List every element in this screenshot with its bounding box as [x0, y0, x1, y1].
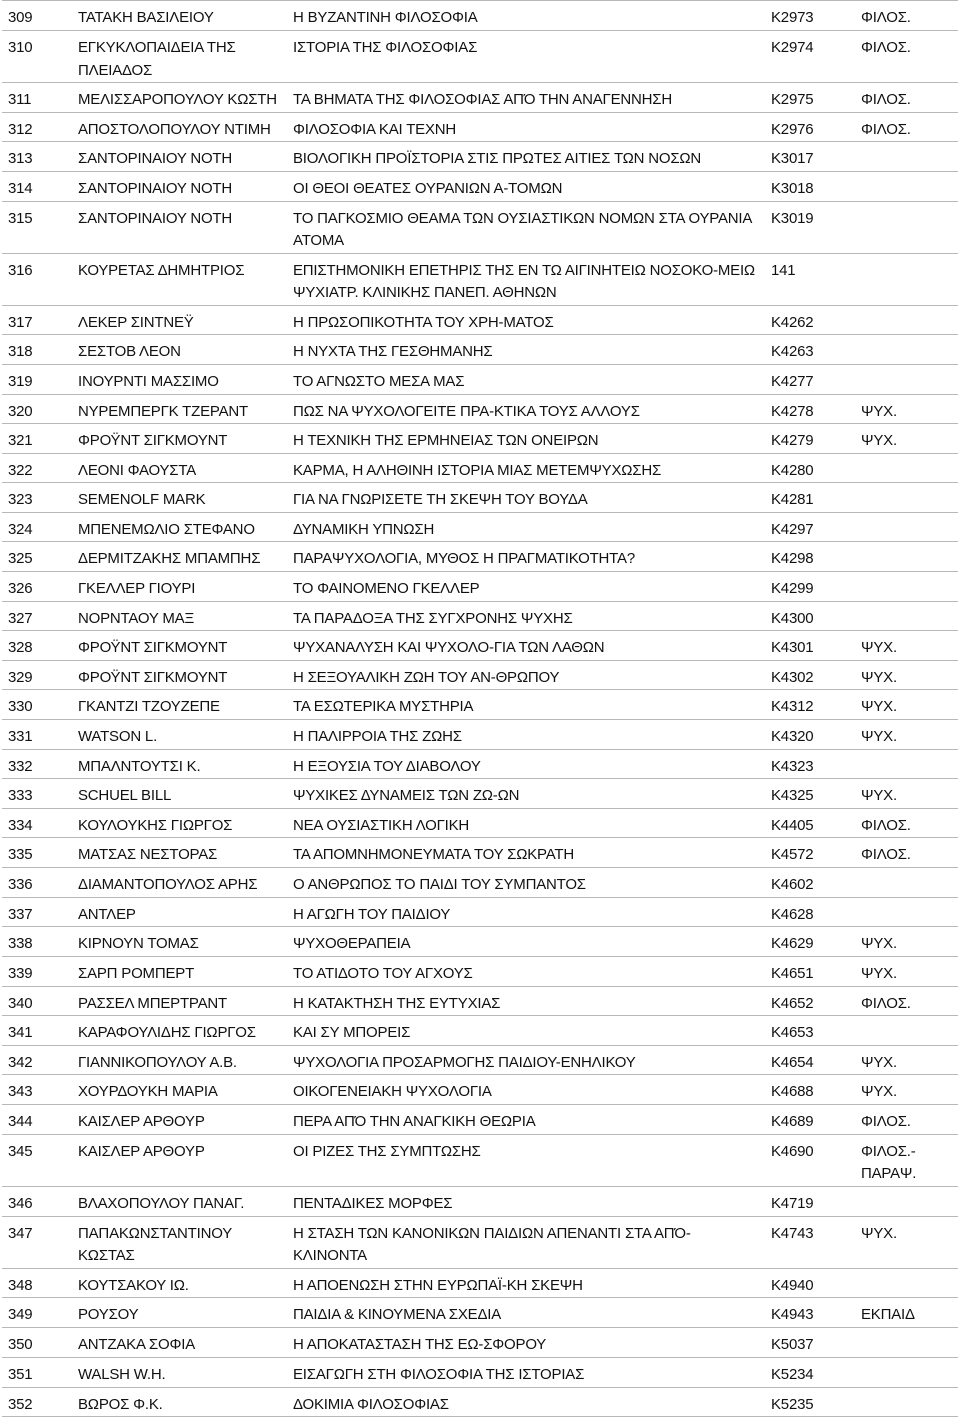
category-cell: [855, 868, 958, 898]
category-cell: [855, 512, 958, 542]
table-row: [2, 1, 958, 31]
author-cell: ΓΚΑΝΤΖΙ ΤΖΟΥΖΕΠΕ: [72, 690, 287, 720]
row-number: 322: [2, 453, 72, 483]
title-cell: Η ΑΠΟΚΑΤΑΣΤΑΣΗ ΤΗΣ ΕΩ-ΣΦΟΡΟΥ: [287, 1328, 765, 1358]
author-cell: ΜΕΛΙΣΣΑΡΟΠΟΥΛΟΥ ΚΩΣΤΗ: [72, 83, 287, 113]
category-cell: ΦΙΛΟΣ.: [855, 31, 958, 83]
title-cell: ΤΟ ΑΤΙΔΟΤΟ ΤΟΥ ΑΓΧΟΥΣ: [287, 956, 765, 986]
code-cell: 141: [765, 253, 855, 305]
code-cell: Κ4325: [765, 779, 855, 809]
row-number: 334: [2, 808, 72, 838]
row-number: 342: [2, 1045, 72, 1075]
table-row: [2, 201, 958, 253]
title-cell: Η ΚΑΤΑΚΤΗΣΗ ΤΗΣ ΕΥΤΥΧΙΑΣ: [287, 986, 765, 1016]
table-row: [2, 601, 958, 631]
title-cell: ΠΩΣ ΝΑ ΨΥΧΟΛΟΓΕΙΤΕ ΠΡΑ-ΚΤΙΚΑ ΤΟΥΣ ΑΛΛΟΥΣ: [287, 394, 765, 424]
table-row: [2, 927, 958, 957]
title-cell: ΕΙΣΑΓΩΓΗ ΣΤΗ ΦΙΛΟΣΟΦΙΑ ΤΗΣ ΙΣΤΟΡΙΑΣ: [287, 1357, 765, 1387]
row-number: 336: [2, 868, 72, 898]
category-cell: ΦΙΛΟΣ.: [855, 83, 958, 113]
code-cell: Κ4277: [765, 364, 855, 394]
code-cell: Κ2976: [765, 112, 855, 142]
author-cell: ΚΑΡΑΦΟΥΛΙΔΗΣ ΓΙΩΡΓΟΣ: [72, 1016, 287, 1046]
author-cell: ΔΕΡΜΙΤΖΑΚΗΣ ΜΠΑΜΠΗΣ: [72, 542, 287, 572]
table-row: [2, 660, 958, 690]
author-cell: ΓΚΕΛΛΕΡ ΓΙΟΥΡΙ: [72, 571, 287, 601]
author-cell: ΣΑΡΠ ΡΟΜΠΕΡΤ: [72, 956, 287, 986]
table-row: [2, 1016, 958, 1046]
row-number: 311: [2, 83, 72, 113]
row-number: 329: [2, 660, 72, 690]
author-cell: ΝΥΡΕΜΠΕΡΓΚ ΤΖΕΡΑΝΤ: [72, 394, 287, 424]
author-cell: ΚΑΙΣΛΕΡ ΑΡΘΟΥΡ: [72, 1105, 287, 1135]
author-cell: ΚΙΡΝΟΥΝ ΤΟΜΑΣ: [72, 927, 287, 957]
title-cell: Η ΠΑΛΙΡΡΟΙΑ ΤΗΣ ΖΩΗΣ: [287, 720, 765, 750]
table-row: [2, 253, 958, 305]
author-cell: ΠΑΠΑΚΩΝΣΤΑΝΤΙΝΟΥ ΚΩΣΤΑΣ: [72, 1216, 287, 1268]
row-number: 349: [2, 1298, 72, 1328]
category-cell: [855, 1268, 958, 1298]
table-row: [2, 956, 958, 986]
code-cell: Κ4743: [765, 1216, 855, 1268]
table-row: [2, 1357, 958, 1387]
code-cell: Κ4629: [765, 927, 855, 957]
category-cell: ΨΥΧ.: [855, 1075, 958, 1105]
table-row: [2, 571, 958, 601]
table-row: [2, 1216, 958, 1268]
category-cell: [855, 142, 958, 172]
table-row: [2, 31, 958, 83]
category-cell: [855, 571, 958, 601]
category-cell: ΨΥΧ.: [855, 631, 958, 661]
code-cell: Κ4943: [765, 1298, 855, 1328]
code-cell: Κ4302: [765, 660, 855, 690]
author-cell: ΚΟΥΡΕΤΑΣ ΔΗΜΗΤΡΙΟΣ: [72, 253, 287, 305]
table-row: [2, 1328, 958, 1358]
row-number: 346: [2, 1186, 72, 1216]
table-row: [2, 1387, 958, 1417]
author-cell: ΦΡΟΫΝΤ ΣΙΓΚΜΟΥΝΤ: [72, 631, 287, 661]
table-row: [2, 986, 958, 1016]
catalog-body: [2, 1, 958, 1417]
title-cell: Η ΑΓΩΓΗ ΤΟΥ ΠΑΙΔΙΟΥ: [287, 897, 765, 927]
code-cell: Κ4940: [765, 1268, 855, 1298]
author-cell: ΣΑΝΤΟΡΙΝΑΙΟΥ ΝΟΤΗ: [72, 172, 287, 202]
row-number: 320: [2, 394, 72, 424]
row-number: 310: [2, 31, 72, 83]
author-cell: ΒΩΡΟΣ Φ.Κ.: [72, 1387, 287, 1417]
table-row: [2, 897, 958, 927]
row-number: 335: [2, 838, 72, 868]
table-row: [2, 1186, 958, 1216]
row-number: 314: [2, 172, 72, 202]
code-cell: Κ4653: [765, 1016, 855, 1046]
row-number: 339: [2, 956, 72, 986]
title-cell: ΟΙ ΡΙΖΕΣ ΤΗΣ ΣΥΜΠΤΩΣΗΣ: [287, 1134, 765, 1186]
code-cell: Κ4572: [765, 838, 855, 868]
table-row: [2, 394, 958, 424]
author-cell: ΜΑΤΣΑΣ ΝΕΣΤΟΡΑΣ: [72, 838, 287, 868]
title-cell: ΙΣΤΟΡΙΑ ΤΗΣ ΦΙΛΟΣΟΦΙΑΣ: [287, 31, 765, 83]
table-row: [2, 453, 958, 483]
code-cell: Κ4690: [765, 1134, 855, 1186]
code-cell: Κ4323: [765, 749, 855, 779]
table-row: [2, 542, 958, 572]
table-row: [2, 142, 958, 172]
code-cell: Κ4301: [765, 631, 855, 661]
category-cell: [855, 483, 958, 513]
code-cell: Κ3018: [765, 172, 855, 202]
row-number: 352: [2, 1387, 72, 1417]
category-cell: ΕΚΠΑΙΔ: [855, 1298, 958, 1328]
category-cell: [855, 1357, 958, 1387]
author-cell: ΕΓΚΥΚΛΟΠΑΙΔΕΙΑ ΤΗΣ ΠΛΕΙΑΔΟΣ: [72, 31, 287, 83]
table-row: [2, 424, 958, 454]
table-row: [2, 1268, 958, 1298]
row-number: 338: [2, 927, 72, 957]
title-cell: ΤΟ ΦΑΙΝΟΜΕΝΟ ΓΚΕΛΛΕΡ: [287, 571, 765, 601]
author-cell: SCHUEL BILL: [72, 779, 287, 809]
code-cell: Κ4312: [765, 690, 855, 720]
row-number: 313: [2, 142, 72, 172]
row-number: 321: [2, 424, 72, 454]
title-cell: Η ΝΥΧΤΑ ΤΗΣ ΓΕΣΘΗΜΑΝΗΣ: [287, 335, 765, 365]
row-number: 326: [2, 571, 72, 601]
row-number: 350: [2, 1328, 72, 1358]
code-cell: Κ4688: [765, 1075, 855, 1105]
title-cell: ΚΑΙ ΣΥ ΜΠΟΡΕΙΣ: [287, 1016, 765, 1046]
author-cell: ΒΛΑΧΟΠΟΥΛΟΥ ΠΑΝΑΓ.: [72, 1186, 287, 1216]
code-cell: Κ5235: [765, 1387, 855, 1417]
title-cell: ΠΑΡΑΨΥΧΟΛΟΓΙΑ, ΜΥΘΟΣ Η ΠΡΑΓΜΑΤΙΚΟΤΗΤΑ?: [287, 542, 765, 572]
category-cell: ΦΙΛΟΣ.: [855, 838, 958, 868]
table-row: [2, 1075, 958, 1105]
code-cell: Κ3019: [765, 201, 855, 253]
title-cell: ΤΑ ΑΠΟΜΝΗΜΟΝΕΥΜΑΤΑ ΤΟΥ ΣΩΚΡΑΤΗ: [287, 838, 765, 868]
table-row: [2, 779, 958, 809]
code-cell: Κ4263: [765, 335, 855, 365]
category-cell: ΦΙΛΟΣ.: [855, 808, 958, 838]
category-cell: ΨΥΧ.: [855, 1216, 958, 1268]
table-row: [2, 690, 958, 720]
row-number: 345: [2, 1134, 72, 1186]
title-cell: ΤΑ ΒΗΜΑΤΑ ΤΗΣ ΦΙΛΟΣΟΦΙΑΣ ΑΠΌ ΤΗΝ ΑΝΑΓΕΝΝΗΣΗ: [287, 83, 765, 113]
title-cell: Η ΤΕΧΝΙΚΗ ΤΗΣ ΕΡΜΗΝΕΙΑΣ ΤΩΝ ΟΝΕΙΡΩΝ: [287, 424, 765, 454]
code-cell: Κ5234: [765, 1357, 855, 1387]
title-cell: ΠΑΙΔΙΑ & ΚΙΝΟΥΜΕΝΑ ΣΧΕΔΙΑ: [287, 1298, 765, 1328]
row-number: 341: [2, 1016, 72, 1046]
title-cell: ΒΙΟΛΟΓΙΚΗ ΠΡΟΪΣΤΟΡΙΑ ΣΤΙΣ ΠΡΩΤΕΣ ΑΙΤΙΕΣ ΤΩΝ ΝΟΣΩΝ: [287, 142, 765, 172]
category-cell: ΨΥΧ.: [855, 424, 958, 454]
category-cell: [855, 453, 958, 483]
row-number: 309: [2, 1, 72, 31]
author-cell: ΑΝΤΛΕΡ: [72, 897, 287, 927]
title-cell: ΔΥΝΑΜΙΚΗ ΥΠΝΩΣΗ: [287, 512, 765, 542]
category-cell: ΨΥΧ.: [855, 1045, 958, 1075]
table-row: [2, 1045, 958, 1075]
title-cell: ΨΥΧΙΚΕΣ ΔΥΝΑΜΕΙΣ ΤΩΝ ΖΩ-ΩΝ: [287, 779, 765, 809]
row-number: 318: [2, 335, 72, 365]
row-number: 333: [2, 779, 72, 809]
code-cell: Κ4300: [765, 601, 855, 631]
table-row: [2, 808, 958, 838]
code-cell: Κ4651: [765, 956, 855, 986]
code-cell: Κ4280: [765, 453, 855, 483]
author-cell: ΛΕΟΝΙ ΦΑΟΥΣΤΑ: [72, 453, 287, 483]
author-cell: ΡΑΣΣΕΛ ΜΠΕΡΤΡΑΝΤ: [72, 986, 287, 1016]
title-cell: Η ΑΠΟΕΝΩΣΗ ΣΤΗΝ ΕΥΡΩΠΑΪ-ΚΗ ΣΚΕΨΗ: [287, 1268, 765, 1298]
row-number: 330: [2, 690, 72, 720]
category-cell: ΨΥΧ.: [855, 956, 958, 986]
category-cell: [855, 897, 958, 927]
table-row: [2, 749, 958, 779]
category-cell: ΨΥΧ.: [855, 720, 958, 750]
row-number: 319: [2, 364, 72, 394]
code-cell: Κ4297: [765, 512, 855, 542]
code-cell: Κ4320: [765, 720, 855, 750]
title-cell: ΤΟ ΑΓΝΩΣΤΟ ΜΕΣΑ ΜΑΣ: [287, 364, 765, 394]
code-cell: Κ4719: [765, 1186, 855, 1216]
author-cell: ΜΠΑΛΝΤΟΥΤΣΙ Κ.: [72, 749, 287, 779]
table-row: [2, 112, 958, 142]
row-number: 315: [2, 201, 72, 253]
author-cell: ΡΟΥΣΟΥ: [72, 1298, 287, 1328]
table-row: [2, 305, 958, 335]
code-cell: Κ4278: [765, 394, 855, 424]
row-number: 317: [2, 305, 72, 335]
code-cell: Κ4602: [765, 868, 855, 898]
code-cell: Κ4298: [765, 542, 855, 572]
title-cell: ΟΙΚΟΓΕΝΕΙΑΚΗ ΨΥΧΟΛΟΓΙΑ: [287, 1075, 765, 1105]
title-cell: ΓΙΑ ΝΑ ΓΝΩΡΙΣΕΤΕ ΤΗ ΣΚΕΨΗ ΤΟΥ ΒΟΥΔΑ: [287, 483, 765, 513]
row-number: 340: [2, 986, 72, 1016]
author-cell: ΤΑΤΑΚΗ ΒΑΣΙΛΕΙΟΥ: [72, 1, 287, 31]
title-cell: Ο ΑΝΘΡΩΠΟΣ ΤΟ ΠΑΙΔΙ ΤΟΥ ΣΥΜΠΑΝΤΟΣ: [287, 868, 765, 898]
category-cell: ΨΥΧ.: [855, 779, 958, 809]
title-cell: ΠΕΡΑ ΑΠΌ ΤΗΝ ΑΝΑΓΚΙΚΗ ΘΕΩΡΙΑ: [287, 1105, 765, 1135]
title-cell: ΨΥΧΑΝΑΛΥΣΗ ΚΑΙ ΨΥΧΟΛΟ-ΓΙΑ ΤΩΝ ΛΑΘΩΝ: [287, 631, 765, 661]
category-cell: ΦΙΛΟΣ.: [855, 1, 958, 31]
title-cell: Η ΒΥΖΑΝΤΙΝΗ ΦΙΛΟΣΟΦΙΑ: [287, 1, 765, 31]
author-cell: ΛΕΚΕΡ ΣΙΝΤΝΕΫ: [72, 305, 287, 335]
category-cell: [855, 1186, 958, 1216]
row-number: 324: [2, 512, 72, 542]
author-cell: ΙΝΟΥΡΝΤΙ ΜΑΣΣΙΜΟ: [72, 364, 287, 394]
category-cell: [855, 749, 958, 779]
category-cell: [855, 201, 958, 253]
row-number: 348: [2, 1268, 72, 1298]
table-row: [2, 720, 958, 750]
code-cell: Κ4299: [765, 571, 855, 601]
category-cell: ΦΙΛΟΣ.- ΠΑΡΑΨ.: [855, 1134, 958, 1186]
author-cell: ΧΟΥΡΔΟΥΚΗ ΜΑΡΙΑ: [72, 1075, 287, 1105]
author-cell: ΑΝΤΖΑΚΑ ΣΟΦΙΑ: [72, 1328, 287, 1358]
row-number: 351: [2, 1357, 72, 1387]
code-cell: Κ4652: [765, 986, 855, 1016]
category-cell: [855, 1016, 958, 1046]
category-cell: [855, 253, 958, 305]
category-cell: ΨΥΧ.: [855, 690, 958, 720]
category-cell: [855, 601, 958, 631]
table-row: [2, 335, 958, 365]
author-cell: ΦΡΟΫΝΤ ΣΙΓΚΜΟΥΝΤ: [72, 424, 287, 454]
row-number: 325: [2, 542, 72, 572]
author-cell: ΦΡΟΫΝΤ ΣΙΓΚΜΟΥΝΤ: [72, 660, 287, 690]
title-cell: ΨΥΧΟΛΟΓΙΑ ΠΡΟΣΑΡΜΟΓΗΣ ΠΑΙΔΙΟΥ-ΕΝΗΛΙΚΟΥ: [287, 1045, 765, 1075]
row-number: 332: [2, 749, 72, 779]
code-cell: Κ4405: [765, 808, 855, 838]
title-cell: ΠΕΝΤΑΔΙΚΕΣ ΜΟΡΦΕΣ: [287, 1186, 765, 1216]
title-cell: ΟΙ ΘΕΟΙ ΘΕΑΤΕΣ ΟΥΡΑΝΙΩΝ Α-ΤΟΜΩΝ: [287, 172, 765, 202]
code-cell: Κ2975: [765, 83, 855, 113]
table-row: [2, 483, 958, 513]
title-cell: ΚΑΡΜΑ, Η ΑΛΗΘΙΝΗ ΙΣΤΟΡΙΑ ΜΙΑΣ ΜΕΤΕΜΨΥΧΩΣΗΣ: [287, 453, 765, 483]
row-number: 347: [2, 1216, 72, 1268]
author-cell: ΚΑΙΣΛΕΡ ΑΡΘΟΥΡ: [72, 1134, 287, 1186]
author-cell: ΑΠΟΣΤΟΛΟΠΟΥΛΟΥ ΝΤΙΜΗ: [72, 112, 287, 142]
category-cell: [855, 364, 958, 394]
code-cell: Κ4628: [765, 897, 855, 927]
title-cell: ΝΕΑ ΟΥΣΙΑΣΤΙΚΗ ΛΟΓΙΚΗ: [287, 808, 765, 838]
row-number: 337: [2, 897, 72, 927]
author-cell: ΔΙΑΜΑΝΤΟΠΟΥΛΟΣ ΑΡΗΣ: [72, 868, 287, 898]
table-row: [2, 868, 958, 898]
table-row: [2, 1134, 958, 1186]
category-cell: [855, 305, 958, 335]
code-cell: Κ3017: [765, 142, 855, 172]
category-cell: ΦΙΛΟΣ.: [855, 986, 958, 1016]
row-number: 316: [2, 253, 72, 305]
table-row: [2, 172, 958, 202]
author-cell: ΚΟΥΤΣΑΚΟΥ ΙΩ.: [72, 1268, 287, 1298]
category-cell: ΨΥΧ.: [855, 927, 958, 957]
category-cell: [855, 335, 958, 365]
table-row: [2, 512, 958, 542]
title-cell: ΤΑ ΕΣΩΤΕΡΙΚΑ ΜΥΣΤΗΡΙΑ: [287, 690, 765, 720]
table-row: [2, 1298, 958, 1328]
author-cell: ΣΑΝΤΟΡΙΝΑΙΟΥ ΝΟΤΗ: [72, 201, 287, 253]
title-cell: ΦΙΛΟΣΟΦΙΑ ΚΑΙ ΤΕΧΝΗ: [287, 112, 765, 142]
code-cell: Κ2973: [765, 1, 855, 31]
row-number: 343: [2, 1075, 72, 1105]
code-cell: Κ4654: [765, 1045, 855, 1075]
title-cell: Η ΕΞΟΥΣΙΑ ΤΟΥ ΔΙΑΒΟΛΟΥ: [287, 749, 765, 779]
author-cell: ΣΕΣΤΟΒ ΛΕΟΝ: [72, 335, 287, 365]
category-cell: [855, 172, 958, 202]
title-cell: Η ΣΤΑΣΗ ΤΩΝ ΚΑΝΟΝΙΚΩΝ ΠΑΙΔΙΩΝ ΑΠΕΝΑΝΤΙ ΣΤΑ ΑΠΌ-ΚΛΙΝΟΝΤΑ: [287, 1216, 765, 1268]
row-number: 331: [2, 720, 72, 750]
category-cell: ΦΙΛΟΣ.: [855, 112, 958, 142]
author-cell: ΜΠΕΝΕΜΩΛΙΟ ΣΤΕΦΑΝΟ: [72, 512, 287, 542]
author-cell: WATSON L.: [72, 720, 287, 750]
code-cell: Κ4689: [765, 1105, 855, 1135]
category-cell: ΨΥΧ.: [855, 660, 958, 690]
row-number: 327: [2, 601, 72, 631]
title-cell: Η ΠΡΩΣΟΠΙΚΟΤΗΤΑ ΤΟΥ ΧΡΗ-ΜΑΤΟΣ: [287, 305, 765, 335]
title-cell: ΔΟΚΙΜΙΑ ΦΙΛΟΣΟΦΙΑΣ: [287, 1387, 765, 1417]
table-row: [2, 1105, 958, 1135]
title-cell: ΤΟ ΠΑΓΚΟΣΜΙΟ ΘΕΑΜΑ ΤΩΝ ΟΥΣΙΑΣΤΙΚΩΝ ΝΟΜΩΝ ΣΤΑ ΟΥΡΑΝΙΑ ΑΤΟΜΑ: [287, 201, 765, 253]
code-cell: Κ4279: [765, 424, 855, 454]
category-cell: [855, 542, 958, 572]
row-number: 328: [2, 631, 72, 661]
category-cell: [855, 1328, 958, 1358]
author-cell: ΓΙΑΝΝΙΚΟΠΟΥΛΟΥ Α.Β.: [72, 1045, 287, 1075]
row-number: 323: [2, 483, 72, 513]
row-number: 312: [2, 112, 72, 142]
title-cell: ΤΑ ΠΑΡΑΔΟΞΑ ΤΗΣ ΣΥΓΧΡΟΝΗΣ ΨΥΧΗΣ: [287, 601, 765, 631]
code-cell: Κ4262: [765, 305, 855, 335]
code-cell: Κ5037: [765, 1328, 855, 1358]
code-cell: Κ2974: [765, 31, 855, 83]
author-cell: ΝΟΡΝΤΑΟΥ ΜΑΞ: [72, 601, 287, 631]
table-row: [2, 838, 958, 868]
author-cell: WALSH W.H.: [72, 1357, 287, 1387]
category-cell: ΨΥΧ.: [855, 394, 958, 424]
code-cell: Κ4281: [765, 483, 855, 513]
table-row: [2, 631, 958, 661]
book-catalog-table: [2, 0, 958, 1417]
table-row: [2, 364, 958, 394]
row-number: 344: [2, 1105, 72, 1135]
author-cell: ΣΑΝΤΟΡΙΝΑΙΟΥ ΝΟΤΗ: [72, 142, 287, 172]
category-cell: ΦΙΛΟΣ.: [855, 1105, 958, 1135]
table-row: [2, 83, 958, 113]
category-cell: [855, 1387, 958, 1417]
title-cell: ΨΥΧΟΘΕΡΑΠΕΙΑ: [287, 927, 765, 957]
author-cell: ΚΟΥΛΟΥΚΗΣ ΓΙΩΡΓΟΣ: [72, 808, 287, 838]
title-cell: Η ΣΕΞΟΥΑΛΙΚΗ ΖΩΗ ΤΟΥ ΑΝ-ΘΡΩΠΟΥ: [287, 660, 765, 690]
author-cell: SEMENOLF MARK: [72, 483, 287, 513]
title-cell: ΕΠΙΣΤΗΜΟΝΙΚΗ ΕΠΕΤΗΡΙΣ ΤΗΣ ΕΝ ΤΩ ΑΙΓΙΝΗΤΕΙΩ ΝΟΣΟΚΟ-ΜΕΙΩ ΨΥΧΙΑΤΡ. ΚΛΙΝΙΚΗΣ ΠΑΝΕΠ. ΑΘΗΝΩΝ: [287, 253, 765, 305]
